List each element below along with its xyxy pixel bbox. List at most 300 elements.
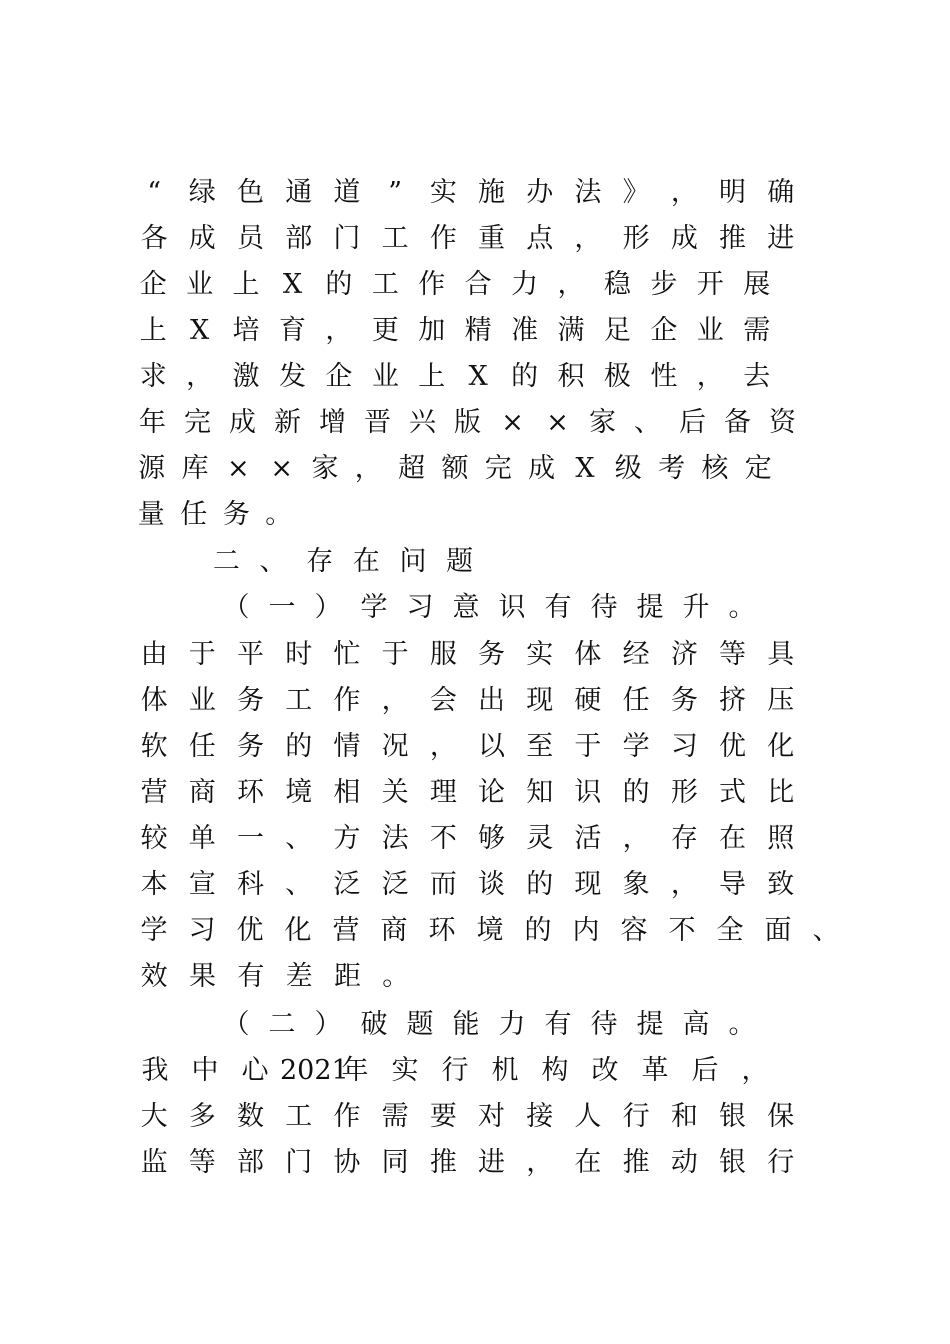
body-text-line: [130, 816, 805, 862]
text-glyph: 改: [591, 1055, 619, 1086]
text-glyph: 备: [724, 407, 751, 438]
text-glyph: 硬: [574, 685, 602, 716]
text-glyph: 加: [418, 315, 446, 346]
text-glyph: 的: [622, 777, 650, 808]
text-glyph: 更: [371, 315, 399, 346]
text-glyph: 化: [767, 731, 795, 762]
text-glyph: 进: [767, 223, 795, 254]
text-glyph: 学: [360, 592, 388, 623]
text-glyph: 理: [429, 777, 457, 808]
text-glyph: 营: [140, 777, 168, 808]
text-glyph: 的: [526, 869, 554, 900]
text-glyph: 升: [682, 592, 710, 623]
text-glyph: 较: [140, 823, 168, 854]
text-glyph: 展: [743, 269, 771, 300]
text-glyph: 服: [429, 639, 457, 670]
text-glyph: 能: [452, 1009, 480, 1040]
text-glyph: 上: [139, 315, 167, 346]
text-glyph: 完: [184, 407, 211, 438]
text-glyph: 激: [232, 361, 260, 392]
text-glyph: 容: [620, 915, 648, 946]
text-glyph: X: [468, 361, 488, 392]
text-glyph: 习: [406, 592, 434, 623]
text-glyph: ）: [314, 592, 342, 623]
body-text-line: [130, 1140, 805, 1186]
body-text-line: [130, 216, 805, 262]
text-glyph: 照: [767, 823, 795, 854]
body-text-line: [130, 308, 780, 354]
section-heading: [203, 539, 483, 585]
text-glyph: 学: [622, 731, 650, 762]
text-glyph: （: [222, 592, 250, 623]
text-glyph: 于: [574, 731, 602, 762]
text-glyph: 绿: [188, 177, 216, 208]
text-glyph: 存: [670, 823, 698, 854]
text-glyph: 存: [306, 546, 334, 577]
text-glyph: 上: [232, 269, 260, 300]
text-glyph: 业: [186, 269, 214, 300]
text-glyph: 等: [188, 1147, 216, 1178]
text-glyph: 意: [452, 592, 480, 623]
text-glyph: 破: [360, 1009, 388, 1040]
text-glyph: ”: [388, 177, 403, 208]
text-glyph: 。: [265, 499, 293, 530]
text-glyph: 商: [188, 777, 216, 808]
text-glyph: 晋: [364, 407, 391, 438]
text-glyph: 的: [511, 361, 539, 392]
text-glyph: 力: [498, 1009, 526, 1040]
body-text-line: [130, 1048, 780, 1094]
text-glyph: 作: [333, 685, 361, 716]
text-glyph: 保: [767, 1101, 795, 1132]
text-glyph: 单: [188, 823, 216, 854]
text-glyph: ，: [670, 869, 698, 900]
subsection-heading: [213, 1002, 765, 1048]
text-glyph: 积: [557, 361, 585, 392]
text-glyph: 内: [572, 915, 600, 946]
text-glyph: 色: [237, 177, 264, 208]
body-text-line: [130, 492, 300, 538]
body-text-line: [130, 170, 805, 216]
text-glyph: 提: [636, 592, 664, 623]
text-glyph: 有: [237, 961, 265, 992]
text-glyph: 工: [285, 1101, 313, 1132]
text-glyph: 任: [188, 731, 216, 762]
text-glyph: 论: [478, 777, 506, 808]
text-glyph: 、: [634, 407, 661, 438]
text-glyph: 推: [622, 1147, 650, 1178]
text-glyph: 会: [429, 685, 457, 716]
text-glyph: 全: [716, 915, 744, 946]
text-glyph: ，: [622, 823, 650, 854]
text-glyph: 、: [812, 915, 840, 946]
text-glyph: 优: [236, 915, 264, 946]
text-glyph: 作: [429, 223, 457, 254]
text-glyph: 源: [138, 453, 166, 484]
body-text-line: [130, 400, 805, 446]
text-glyph: 我: [141, 1055, 169, 1086]
text-glyph: 不: [668, 915, 696, 946]
text-glyph: 大: [140, 1101, 168, 1132]
text-glyph: 进: [478, 1147, 506, 1178]
text-glyph: ，: [186, 361, 214, 392]
text-glyph: 导: [719, 869, 747, 900]
text-glyph: 二: [268, 1009, 296, 1040]
text-glyph: 量: [137, 499, 165, 530]
text-glyph: 版: [454, 407, 481, 438]
text-glyph: 务: [478, 639, 506, 670]
text-glyph: 额: [441, 453, 469, 484]
text-glyph: 员: [237, 223, 264, 254]
text-glyph: 精: [464, 315, 492, 346]
text-glyph: 面: [764, 915, 792, 946]
text-glyph: 企: [650, 315, 678, 346]
text-glyph: 定: [744, 453, 772, 484]
text-glyph: 境: [285, 777, 313, 808]
text-glyph: 。: [728, 1009, 756, 1040]
text-glyph: 问: [399, 546, 427, 577]
text-glyph: 忙: [333, 639, 361, 670]
body-text-line: [130, 446, 780, 492]
text-glyph: 作: [333, 1101, 361, 1132]
text-glyph: 完: [484, 453, 512, 484]
text-glyph: 工: [371, 269, 399, 300]
text-glyph: 部: [237, 1147, 264, 1178]
text-glyph: 于: [381, 639, 409, 670]
text-glyph: 动: [670, 1147, 698, 1178]
text-glyph: 果: [188, 961, 216, 992]
text-glyph: 时: [285, 639, 313, 670]
text-glyph: ×: [501, 407, 524, 438]
text-glyph: 效: [140, 961, 168, 992]
text-glyph: 关: [381, 777, 409, 808]
text-glyph: 待: [590, 592, 618, 623]
text-glyph: 超: [398, 453, 426, 484]
text-glyph: 相: [333, 777, 361, 808]
text-glyph: 施: [478, 177, 506, 208]
text-glyph: 不: [429, 823, 457, 854]
text-glyph: 作: [418, 269, 446, 300]
text-glyph: 年: [341, 1055, 369, 1086]
text-glyph: 任: [622, 685, 650, 716]
text-glyph: 化: [284, 915, 312, 946]
text-glyph: 形: [622, 223, 650, 254]
text-glyph: 协: [333, 1147, 361, 1178]
text-glyph: 题: [446, 546, 474, 577]
text-glyph: 谈: [478, 869, 506, 900]
text-glyph: 形: [670, 777, 698, 808]
text-glyph: 距: [333, 961, 361, 992]
text-glyph: 兴: [409, 407, 436, 438]
text-glyph: 工: [285, 685, 313, 716]
text-glyph: 的: [325, 269, 353, 300]
subsection-heading: [213, 585, 765, 631]
text-glyph: （: [222, 1009, 250, 1040]
text-glyph: 等: [719, 639, 747, 670]
text-glyph: 、: [259, 546, 287, 577]
text-glyph: 中: [191, 1055, 219, 1086]
text-glyph: 后: [679, 407, 706, 438]
text-glyph: 比: [767, 777, 795, 808]
text-glyph: 式: [719, 777, 747, 808]
text-glyph: 求: [139, 361, 167, 392]
text-glyph: 实: [391, 1055, 419, 1086]
text-glyph: 环: [237, 777, 264, 808]
text-glyph: 业: [371, 361, 399, 392]
text-glyph: 革: [641, 1055, 669, 1086]
text-glyph: 在: [352, 546, 380, 577]
text-glyph: 确: [767, 177, 795, 208]
body-text-line: [130, 632, 805, 678]
body-text-line: [130, 1094, 805, 1140]
body-text-line: [130, 724, 805, 770]
body-text-line: [130, 954, 420, 1000]
text-glyph: 识: [498, 592, 526, 623]
text-glyph: 考: [658, 453, 686, 484]
body-text-line: [130, 770, 805, 816]
text-glyph: 》: [622, 177, 650, 208]
text-glyph: “: [147, 177, 161, 208]
text-glyph: 企: [325, 361, 353, 392]
text-glyph: 步: [650, 269, 678, 300]
text-glyph: 各: [140, 223, 168, 254]
text-glyph: 人: [574, 1101, 602, 1132]
text-glyph: 推: [429, 1147, 457, 1178]
text-glyph: 。: [382, 961, 410, 992]
text-glyph: 学: [140, 915, 168, 946]
text-glyph: 实: [429, 177, 457, 208]
text-glyph: 。: [728, 592, 756, 623]
text-glyph: 办: [526, 177, 554, 208]
text-glyph: 满: [557, 315, 585, 346]
text-glyph: 增: [319, 407, 346, 438]
text-glyph: 接: [526, 1101, 554, 1132]
text-glyph: 在: [719, 823, 747, 854]
text-glyph: 行: [622, 1101, 650, 1132]
text-glyph: 工: [381, 223, 409, 254]
text-glyph: 情: [333, 731, 361, 762]
text-glyph: ，: [696, 361, 724, 392]
text-glyph: 家: [589, 407, 616, 438]
text-glyph: 培: [232, 315, 260, 346]
text-glyph: 银: [719, 1147, 747, 1178]
text-glyph: 本: [140, 869, 168, 900]
text-glyph: 科: [237, 869, 264, 900]
text-glyph: 业: [188, 685, 216, 716]
text-glyph: 知: [526, 777, 554, 808]
text-glyph: 对: [478, 1101, 506, 1132]
text-glyph: 习: [670, 731, 698, 762]
text-glyph: 宣: [188, 869, 216, 900]
text-glyph: 识: [574, 777, 602, 808]
text-glyph: 现: [574, 869, 602, 900]
text-glyph: 济: [670, 639, 698, 670]
text-glyph: 灵: [526, 823, 554, 854]
body-text-line: [130, 262, 780, 308]
text-glyph: 机: [491, 1055, 519, 1086]
text-glyph: 挤: [719, 685, 747, 716]
text-glyph: 压: [767, 685, 795, 716]
text-glyph: 差: [285, 961, 313, 992]
text-glyph: 心: [241, 1055, 269, 1086]
text-glyph: 年: [139, 407, 166, 438]
text-glyph: 足: [603, 315, 631, 346]
text-glyph: 提: [636, 1009, 664, 1040]
text-glyph: 法: [574, 177, 602, 208]
text-glyph: 准: [511, 315, 539, 346]
text-glyph: 况: [381, 731, 409, 762]
text-glyph: ）: [314, 1009, 342, 1040]
text-glyph: 一: [268, 592, 296, 623]
text-glyph: 泛: [333, 869, 361, 900]
text-glyph: ，: [354, 453, 382, 484]
text-glyph: 性: [650, 361, 678, 392]
text-glyph: 、: [285, 869, 313, 900]
text-glyph: ×: [546, 407, 569, 438]
text-glyph: 、: [285, 823, 313, 854]
text-glyph: 具: [767, 639, 795, 670]
text-glyph: 的: [285, 731, 313, 762]
text-glyph: 体: [574, 639, 602, 670]
text-glyph: 现: [526, 685, 554, 716]
text-glyph: 活: [574, 823, 602, 854]
text-glyph: 多: [188, 1101, 216, 1132]
text-glyph: ，: [557, 269, 585, 300]
text-glyph: 部: [285, 223, 313, 254]
text-glyph: 优: [719, 731, 747, 762]
body-text-line: [130, 354, 780, 400]
text-glyph: 门: [333, 223, 361, 254]
text-glyph: 业: [696, 315, 724, 346]
text-glyph: 开: [696, 269, 724, 300]
text-glyph: 致: [767, 869, 795, 900]
text-glyph: 和: [670, 1101, 698, 1132]
text-glyph: 任: [180, 499, 208, 530]
text-glyph: 由: [140, 639, 168, 670]
text-glyph: 而: [429, 869, 457, 900]
text-glyph: 明: [719, 177, 747, 208]
text-glyph: ，: [325, 315, 353, 346]
text-glyph: 泛: [381, 869, 409, 900]
text-glyph: 待: [590, 1009, 618, 1040]
text-glyph: 核: [701, 453, 729, 484]
text-glyph: ，: [526, 1147, 554, 1178]
text-glyph: 的: [524, 915, 552, 946]
text-glyph: 在: [574, 1147, 602, 1178]
text-glyph: 稳: [603, 269, 631, 300]
text-glyph: 务: [222, 499, 250, 530]
text-glyph: 方: [333, 823, 361, 854]
text-glyph: 习: [188, 915, 216, 946]
text-glyph: X: [190, 315, 210, 346]
text-glyph: 发: [278, 361, 306, 392]
text-glyph: 出: [478, 685, 506, 716]
text-glyph: 需: [743, 315, 771, 346]
text-glyph: ，: [670, 177, 698, 208]
text-glyph: 一: [237, 823, 264, 854]
text-glyph: 以: [478, 731, 506, 762]
text-glyph: 经: [622, 639, 650, 670]
text-glyph: 2021: [280, 1055, 349, 1086]
text-glyph: 体: [140, 685, 168, 716]
text-glyph: 要: [429, 1101, 457, 1132]
text-glyph: 成: [229, 407, 256, 438]
text-glyph: 重: [478, 223, 506, 254]
text-glyph: 资: [769, 407, 796, 438]
text-glyph: 级: [614, 453, 642, 484]
text-glyph: 数: [237, 1101, 264, 1132]
text-glyph: 成: [188, 223, 216, 254]
text-glyph: 成: [528, 453, 556, 484]
text-glyph: 平: [237, 639, 264, 670]
text-glyph: 合: [464, 269, 492, 300]
text-glyph: 点: [526, 223, 554, 254]
text-glyph: 监: [140, 1147, 168, 1178]
text-glyph: 题: [406, 1009, 434, 1040]
text-glyph: 至: [526, 731, 554, 762]
text-glyph: ，: [381, 685, 409, 716]
body-text-line: [130, 862, 805, 908]
text-glyph: 有: [544, 592, 572, 623]
text-glyph: 育: [278, 315, 306, 346]
text-glyph: 务: [237, 685, 264, 716]
text-glyph: 同: [381, 1147, 409, 1178]
text-glyph: 门: [285, 1147, 313, 1178]
text-glyph: 营: [332, 915, 360, 946]
text-glyph: 去: [743, 361, 771, 392]
text-glyph: 软: [140, 731, 168, 762]
text-glyph: 库: [181, 453, 209, 484]
body-text-line: [130, 678, 805, 724]
text-glyph: 家: [311, 453, 339, 484]
body-text-line: [130, 908, 850, 954]
text-glyph: 构: [541, 1055, 569, 1086]
text-glyph: ×: [270, 453, 293, 484]
text-glyph: 需: [381, 1101, 409, 1132]
text-glyph: 象: [622, 869, 650, 900]
text-glyph: 境: [476, 915, 504, 946]
text-glyph: ，: [574, 223, 602, 254]
text-glyph: ，: [741, 1055, 769, 1086]
text-glyph: 银: [719, 1101, 747, 1132]
text-glyph: 力: [511, 269, 539, 300]
text-glyph: X: [282, 269, 303, 300]
text-glyph: 务: [670, 685, 698, 716]
text-glyph: 企: [139, 269, 167, 300]
text-glyph: 商: [380, 915, 408, 946]
text-glyph: 法: [381, 823, 409, 854]
text-glyph: 道: [333, 177, 361, 208]
text-glyph: 行: [767, 1147, 795, 1178]
text-glyph: 新: [274, 407, 301, 438]
text-glyph: 成: [670, 223, 698, 254]
text-glyph: 务: [237, 731, 264, 762]
text-glyph: 二: [212, 546, 240, 577]
text-glyph: 高: [682, 1009, 710, 1040]
text-glyph: 极: [603, 361, 631, 392]
text-glyph: 有: [544, 1009, 572, 1040]
text-glyph: X: [575, 453, 595, 484]
text-glyph: 行: [441, 1055, 469, 1086]
text-glyph: 后: [691, 1055, 719, 1086]
text-glyph: 通: [285, 177, 313, 208]
text-glyph: 实: [526, 639, 554, 670]
text-glyph: 上: [418, 361, 446, 392]
text-glyph: 够: [478, 823, 506, 854]
text-glyph: ×: [227, 453, 250, 484]
text-glyph: 环: [428, 915, 456, 946]
text-glyph: 于: [188, 639, 216, 670]
